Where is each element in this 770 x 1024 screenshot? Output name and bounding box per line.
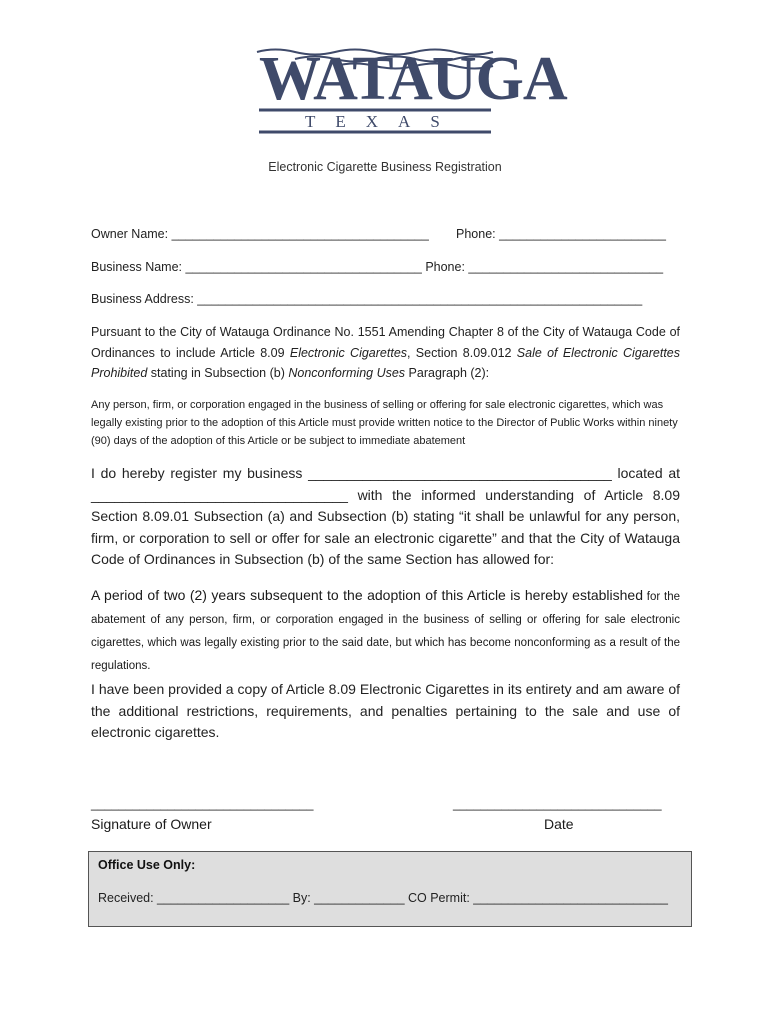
office-use-fields[interactable]: Received: ___________________ By: _____________ CO Permit: ____________________________ xyxy=(98,891,668,905)
abatement-text-small: for the abatement of any person, firm, or corporation engaged in the business of selling or offering for sale electronic cigarettes, which was legally existing prior to the said date, but which has become nonconforming as a result of the regulations. xyxy=(91,591,680,672)
date-label: Date xyxy=(544,816,574,832)
owner-phone-field[interactable]: Phone: ________________________ xyxy=(456,227,666,241)
ordinance-italic-3: Nonconforming Uses xyxy=(288,366,406,380)
logo-city-name: WATAUGA xyxy=(259,45,567,113)
business-address-field[interactable]: Business Address: ________________________________________________________________ xyxy=(91,292,643,306)
ordinance-italic-1: Electronic Cigarettes xyxy=(289,345,408,360)
ordinance-paragraph xyxy=(91,322,680,384)
ordinance-quote: Any person, firm, or corporation engaged in the business of selling or offering for sale electronic cigarettes, which was legally existing prior to the adoption of this Article must provide written notice to the Director of Public Works within ninety (90) days of the adoption of this Article or be subject to immediate abatement xyxy=(91,399,678,447)
ordinance-text-2: , Section 8.09.012 xyxy=(407,345,517,360)
business-name-field[interactable]: Business Name: __________________________________ Phone: ____________________________ xyxy=(91,260,664,274)
date-line[interactable]: ______________________________ xyxy=(453,797,662,811)
signature-line[interactable]: ________________________________ xyxy=(91,797,314,811)
acknowledgement-paragraph: I have been provided a copy of Article 8.09 Electronic Cigarettes in its entirety and am aware of the additional restrictions, requirements, and penalties pertaining to the sale and use of electronic cigarettes. xyxy=(91,681,680,740)
ordinance-text-1: Pursuant to the City of Watauga Ordinance No. 1551 Amending Chapter 8 of the City of Watauga Code of Ordinances to include Article 8.09 xyxy=(91,325,680,360)
ordinance-italic-2: Sale of Electronic Cigarettes Prohibited xyxy=(91,345,680,380)
signature-label: Signature of Owner xyxy=(91,816,212,832)
abatement-text-large: A period of two (2) years subsequent to the adoption of this Article is hereby established xyxy=(91,587,644,603)
city-logo xyxy=(255,45,567,138)
ordinance-text-4: Paragraph (2): xyxy=(405,366,490,380)
page-title: Electronic Cigarette Business Registration xyxy=(268,160,502,174)
ordinance-text-3: stating in Subsection (b) xyxy=(147,366,289,380)
registration-statement: I do hereby register my business _______________________________________ located at _________________________________ with the informed understanding of Article 8.09 Section 8.09.01 Subsection (a) and Subsection (b) stating “it shall be unlawful for any person, firm, or corporation to sell or offer for sale an electronic cigarette” and that the City of Watauga Code of Ordinances in Subsection (b) of the same Section has allowed for: xyxy=(91,465,680,567)
logo-state-name: TEXAS xyxy=(305,112,460,131)
office-use-title: Office Use Only: xyxy=(98,858,196,872)
abatement-paragraph xyxy=(91,585,680,677)
owner-name-field[interactable]: Owner Name: _____________________________________ xyxy=(91,227,429,241)
